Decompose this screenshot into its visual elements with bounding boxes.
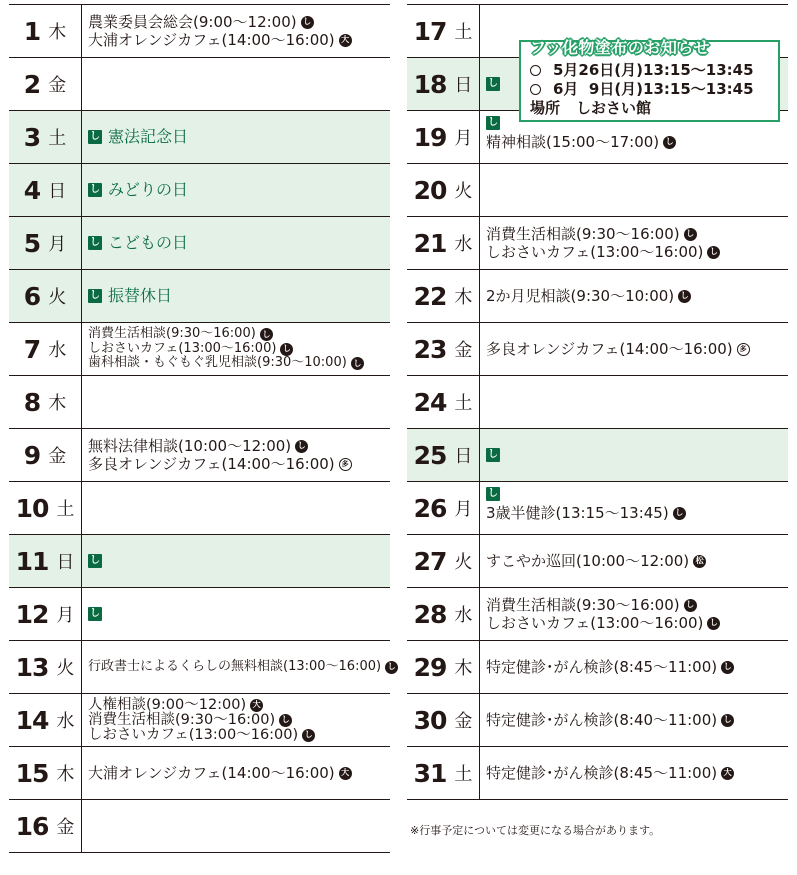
calendar-row-day-4 xyxy=(9,164,390,217)
event-text: 精神相談(15:00〜17:00) xyxy=(486,133,660,151)
event-text: 農業委員会総会(9:00〜12:00) xyxy=(88,13,297,31)
day-number: 12 xyxy=(15,599,49,629)
event-line xyxy=(486,225,788,243)
events-cell xyxy=(82,641,396,693)
weekday-label: 月 xyxy=(454,128,473,149)
calendar-row-day-5 xyxy=(9,217,390,270)
events-cell xyxy=(82,694,390,746)
location-mark-icon: し xyxy=(301,16,314,29)
events-cell xyxy=(480,164,788,216)
event-text: 3歳半健診(13:15〜13:45) xyxy=(486,504,669,522)
weekday-label: 木 xyxy=(454,658,473,679)
calendar-row-day-27 xyxy=(407,535,788,588)
day-number: 4 xyxy=(23,175,41,205)
location-mark-icon: し xyxy=(302,729,315,742)
weekday-label: 火 xyxy=(454,181,473,202)
footnote: ※行事予定については変更になる場合があります。 xyxy=(410,824,661,837)
holiday-name: こどもの日 xyxy=(108,233,189,252)
holiday-name: 振替休日 xyxy=(108,286,173,305)
date-cell xyxy=(9,588,82,640)
date-cell xyxy=(9,641,82,693)
day-number: 31 xyxy=(413,758,447,788)
calendar-row-day-7 xyxy=(9,323,390,376)
date-cell xyxy=(9,164,82,216)
date-cell xyxy=(407,164,480,216)
event-text: すこやか巡回(10:00〜12:00) xyxy=(486,552,690,570)
event-text: 消費生活相談(9:30〜16:00) xyxy=(88,326,256,342)
day-number: 26 xyxy=(413,493,447,523)
location-mark-icon: 多 xyxy=(339,458,352,471)
day-number: 6 xyxy=(23,281,41,311)
events-cell xyxy=(82,588,390,640)
shiosai-badge-icon: し xyxy=(488,78,498,89)
date-cell xyxy=(407,58,480,110)
event-text: 特定健診･がん検診(8:45〜11:00) xyxy=(486,764,718,782)
calendar-row-day-21 xyxy=(407,217,788,270)
event-text: しおさいカフェ(13:00〜16:00) xyxy=(486,243,704,261)
weekday-label: 水 xyxy=(56,711,75,732)
event-line xyxy=(88,607,390,621)
day-number: 25 xyxy=(413,440,447,470)
events-cell xyxy=(480,694,788,746)
weekday-label: 火 xyxy=(48,287,67,308)
date-cell xyxy=(9,323,82,375)
event-line xyxy=(486,764,788,782)
location-mark-icon: 大 xyxy=(250,699,263,712)
event-text: 多良オレンジカフェ(14:00〜16:00) xyxy=(88,455,335,473)
day-number: 14 xyxy=(15,705,49,735)
date-cell xyxy=(407,376,480,428)
event-line xyxy=(486,614,788,632)
event-line xyxy=(88,698,390,713)
location-mark-icon: 大 xyxy=(339,767,352,780)
notice-date-1: 5月26日(月)13:15〜13:45 xyxy=(530,61,770,80)
shiosai-badge-icon: し xyxy=(90,237,100,248)
event-text: しおさいカフェ(13:00〜16:00) xyxy=(88,340,277,356)
date-cell xyxy=(407,694,480,746)
weekday-label: 土 xyxy=(454,393,473,414)
date-cell xyxy=(9,376,82,428)
weekday-label: 日 xyxy=(454,446,473,467)
day-number: 5 xyxy=(23,228,41,258)
event-text: しおさいカフェ(13:00〜16:00) xyxy=(486,614,704,632)
date-cell xyxy=(407,270,480,322)
calendar-row-day-12 xyxy=(9,588,390,641)
event-text: 人権相談(9:00〜12:00) xyxy=(88,696,247,713)
event-line xyxy=(486,596,788,614)
event-text: しおさいカフェ(13:00〜16:00) xyxy=(88,726,299,743)
notice-title: フッ化物塗布のお知らせ xyxy=(530,38,710,57)
holiday-line xyxy=(88,554,390,568)
events-cell xyxy=(82,376,390,428)
location-mark-icon: し xyxy=(678,290,691,303)
holiday-line xyxy=(88,181,390,199)
event-text: 2か月児相談(9:30〜10:00) xyxy=(486,287,675,305)
calendar-row-day-22 xyxy=(407,270,788,323)
day-number: 30 xyxy=(413,705,447,735)
event-text: 無料法律相談(10:00〜12:00) xyxy=(88,437,292,455)
event-line xyxy=(88,728,390,743)
events-cell xyxy=(480,217,788,269)
location-mark-icon: し xyxy=(684,599,697,612)
event-line xyxy=(88,327,390,342)
event-line xyxy=(486,340,788,358)
event-line xyxy=(88,713,390,728)
day-number: 13 xyxy=(15,652,49,682)
weekday-label: 土 xyxy=(454,22,473,43)
holiday-line xyxy=(88,128,390,146)
shiosai-badge-icon: し xyxy=(488,449,498,460)
date-cell xyxy=(9,482,82,534)
weekday-label: 金 xyxy=(454,711,473,732)
date-cell xyxy=(407,535,480,587)
date-cell xyxy=(9,58,82,110)
event-text: 大浦オレンジカフェ(14:00〜16:00) xyxy=(88,764,335,782)
calendar-row-day-20 xyxy=(407,164,788,217)
location-mark-icon: 松 xyxy=(693,555,706,568)
weekday-label: 月 xyxy=(454,499,473,520)
weekday-label: 日 xyxy=(454,75,473,96)
events-cell xyxy=(480,270,788,322)
day-number: 29 xyxy=(413,652,447,682)
day-number: 3 xyxy=(23,122,41,152)
date-cell xyxy=(9,694,82,746)
calendar-row-day-3 xyxy=(9,111,390,164)
events-cell xyxy=(82,482,390,534)
day-number: 9 xyxy=(23,440,41,470)
notice-place: 場所 しおさい館 xyxy=(530,99,652,117)
date-cell xyxy=(407,429,480,481)
date-cell xyxy=(407,747,480,799)
weekday-label: 水 xyxy=(48,340,67,361)
calendar-row-day-31 xyxy=(407,747,788,800)
date-cell xyxy=(407,482,480,534)
date-cell xyxy=(9,217,82,269)
day-number: 7 xyxy=(23,334,41,364)
day-number: 11 xyxy=(15,546,49,576)
events-cell xyxy=(82,5,390,57)
events-cell xyxy=(480,641,788,693)
event-line xyxy=(88,31,390,49)
shiosai-badge-icon: し xyxy=(90,608,100,619)
calendar-row-day-13 xyxy=(9,641,396,694)
calendar-right-column xyxy=(407,4,788,800)
location-mark-icon: し xyxy=(351,357,364,370)
day-number: 8 xyxy=(23,387,41,417)
date-cell xyxy=(9,800,82,852)
calendar-row-day-10 xyxy=(9,482,390,535)
weekday-label: 木 xyxy=(48,22,67,43)
location-mark-icon: し xyxy=(280,343,293,356)
event-text: 消費生活相談(9:30〜16:00) xyxy=(486,596,680,614)
date-cell xyxy=(9,747,82,799)
events-cell xyxy=(82,429,390,481)
day-number: 2 xyxy=(23,69,41,99)
weekday-label: 金 xyxy=(56,817,75,838)
events-cell xyxy=(480,747,788,799)
day-number: 21 xyxy=(413,228,447,258)
events-cell xyxy=(82,747,390,799)
day-number: 16 xyxy=(15,811,49,841)
calendar-row-day-23 xyxy=(407,323,788,376)
weekday-label: 水 xyxy=(454,605,473,626)
weekday-label: 木 xyxy=(48,393,67,414)
events-cell xyxy=(480,429,788,481)
weekday-label: 金 xyxy=(48,75,67,96)
event-text: 特定健診･がん検診(8:45〜11:00) xyxy=(486,658,718,676)
fluoride-notice-box xyxy=(519,40,780,122)
location-mark-icon: し xyxy=(684,228,697,241)
events-cell xyxy=(82,800,390,852)
calendar-row-day-26 xyxy=(407,482,788,535)
calendar-row-day-2 xyxy=(9,58,390,111)
calendar-row-day-25 xyxy=(407,429,788,482)
event-line xyxy=(486,243,788,261)
calendar-row-day-14 xyxy=(9,694,390,747)
date-cell xyxy=(407,5,480,57)
event-line xyxy=(88,437,390,455)
calendar-row-day-9 xyxy=(9,429,390,482)
location-mark-icon: し xyxy=(707,617,720,630)
weekday-label: 日 xyxy=(48,181,67,202)
event-line xyxy=(88,658,396,676)
calendar-row-day-15 xyxy=(9,747,390,800)
location-mark-icon: 大 xyxy=(721,767,734,780)
event-line xyxy=(88,764,390,782)
date-cell xyxy=(9,270,82,322)
day-number: 28 xyxy=(413,599,447,629)
weekday-label: 月 xyxy=(56,605,75,626)
day-number: 24 xyxy=(413,387,447,417)
event-text: 消費生活相談(9:30〜16:00) xyxy=(486,225,680,243)
day-number: 19 xyxy=(413,122,447,152)
weekday-label: 水 xyxy=(454,234,473,255)
date-cell xyxy=(9,5,82,57)
event-text: 多良オレンジカフェ(14:00〜16:00) xyxy=(486,340,733,358)
date-cell xyxy=(9,111,82,163)
calendar-row-day-11 xyxy=(9,535,390,588)
day-number: 10 xyxy=(15,493,49,523)
location-mark-icon: し xyxy=(279,714,292,727)
shiosai-badge-icon: し xyxy=(488,488,498,499)
event-line xyxy=(486,504,788,522)
location-mark-icon: し xyxy=(260,328,273,341)
calendar-row-day-29 xyxy=(407,641,788,694)
events-cell xyxy=(480,376,788,428)
calendar-left-column xyxy=(9,4,396,853)
date-cell xyxy=(407,111,480,163)
weekday-label: 火 xyxy=(454,552,473,573)
event-line xyxy=(486,711,788,729)
events-cell xyxy=(82,323,390,375)
event-line xyxy=(486,552,788,570)
weekday-label: 木 xyxy=(56,764,75,785)
location-mark-icon: し xyxy=(721,661,734,674)
holiday-line xyxy=(88,287,390,305)
day-number: 1 xyxy=(23,16,41,46)
weekday-label: 火 xyxy=(56,658,75,679)
calendar-row-day-28 xyxy=(407,588,788,641)
day-number: 15 xyxy=(15,758,49,788)
location-mark-icon: し xyxy=(673,507,686,520)
holiday-name: 憲法記念日 xyxy=(108,127,189,146)
weekday-label: 土 xyxy=(56,499,75,520)
calendar-row-day-6 xyxy=(9,270,390,323)
day-number: 17 xyxy=(413,16,447,46)
events-cell xyxy=(480,323,788,375)
holiday-line xyxy=(486,448,788,462)
location-mark-icon: し xyxy=(385,661,398,674)
event-text: 大浦オレンジカフェ(14:00〜16:00) xyxy=(88,31,335,49)
day-number: 23 xyxy=(413,334,447,364)
shiosai-badge-icon: し xyxy=(90,131,100,142)
date-cell xyxy=(407,323,480,375)
date-cell xyxy=(9,535,82,587)
day-number: 27 xyxy=(413,546,447,576)
date-cell xyxy=(9,429,82,481)
holiday-line xyxy=(88,234,390,252)
location-mark-icon: し xyxy=(721,714,734,727)
event-line xyxy=(486,287,788,305)
day-number: 22 xyxy=(413,281,447,311)
calendar-row-day-1 xyxy=(9,5,390,58)
radio-circle-icon xyxy=(530,84,541,95)
shiosai-badge-icon: し xyxy=(90,555,100,566)
date-cell xyxy=(407,217,480,269)
radio-circle-icon xyxy=(530,65,541,76)
event-line xyxy=(486,658,788,676)
weekday-label: 月 xyxy=(48,234,67,255)
day-number: 18 xyxy=(413,69,447,99)
event-line xyxy=(88,356,390,371)
event-text: 行政書士によるくらしの無料相談(13:00〜16:00) xyxy=(88,659,382,674)
events-cell xyxy=(480,535,788,587)
weekday-label: 金 xyxy=(48,446,67,467)
weekday-label: 木 xyxy=(454,287,473,308)
weekday-label: 金 xyxy=(454,340,473,361)
events-cell xyxy=(82,535,390,587)
location-mark-icon: し xyxy=(663,136,676,149)
events-cell xyxy=(82,270,390,322)
notice-date-2: 6月 9日(月)13:15〜13:45 xyxy=(530,80,770,99)
shiosai-badge-icon: し xyxy=(90,290,100,301)
weekday-label: 土 xyxy=(454,764,473,785)
calendar-row-day-30 xyxy=(407,694,788,747)
events-cell xyxy=(82,164,390,216)
shiosai-badge-icon: し xyxy=(90,184,100,195)
holiday-name: みどりの日 xyxy=(108,180,189,199)
shiosai-badge-icon: し xyxy=(488,117,498,128)
event-text: 特定健診･がん検診(8:40〜11:00) xyxy=(486,711,718,729)
event-line xyxy=(88,455,390,473)
event-text: 消費生活相談(9:30〜16:00) xyxy=(88,711,276,728)
date-cell xyxy=(407,588,480,640)
location-mark-icon: し xyxy=(295,440,308,453)
calendar-row-day-8 xyxy=(9,376,390,429)
events-cell xyxy=(82,58,390,110)
date-cell xyxy=(407,641,480,693)
event-line xyxy=(88,13,390,31)
location-mark-icon: 多 xyxy=(737,343,750,356)
location-mark-icon: 大 xyxy=(339,34,352,47)
events-cell xyxy=(480,482,788,534)
event-text: 歯科相談・もぐもぐ乳児相談(9:30〜10:00) xyxy=(88,355,347,371)
event-line xyxy=(486,133,788,151)
calendar-row-day-24 xyxy=(407,376,788,429)
location-mark-icon: し xyxy=(707,246,720,259)
events-cell xyxy=(82,217,390,269)
events-cell xyxy=(480,588,788,640)
weekday-label: 土 xyxy=(48,128,67,149)
events-cell xyxy=(82,111,390,163)
calendar-row-day-16 xyxy=(9,800,390,853)
weekday-label: 日 xyxy=(56,552,75,573)
day-number: 20 xyxy=(413,175,447,205)
